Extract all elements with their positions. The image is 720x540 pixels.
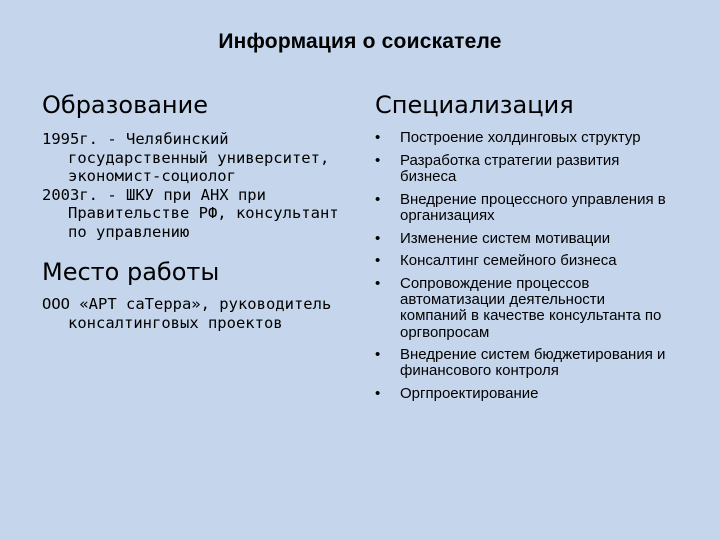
list-item (375, 231, 675, 247)
list-item-text: Сопровождение процессов автоматизации деятельности компаний в качестве консультанта по оргвопросам (400, 274, 662, 341)
list-item (375, 192, 675, 224)
workplace-heading: Место работы (42, 258, 220, 286)
bullet-icon: • (375, 129, 381, 146)
education-entry-2003: 2003г. - ШКУ при АНХ при Правительстве РФ, консультант по управлению (42, 185, 339, 241)
list-item-text: Консалтинг семейного бизнеса (400, 252, 617, 270)
bullet-icon: • (375, 229, 381, 247)
bullet-icon: • (375, 190, 381, 208)
education-heading: Образование (42, 91, 208, 119)
list-item-text: Построение холдинговых структур (400, 129, 641, 146)
list-item-text: Разработка стратегии развития бизнеса (400, 151, 620, 185)
bullet-icon: • (375, 274, 381, 292)
list-item (375, 347, 675, 379)
list-item (375, 130, 675, 146)
list-item (375, 153, 675, 185)
bullet-icon: • (375, 385, 381, 403)
education-entry-1995: 1995г. - Челябинский государственный университет, экономист-социолог (42, 130, 330, 185)
right-column (375, 90, 675, 409)
list-item-text: Внедрение процессного управления в организациях (400, 190, 666, 224)
list-item (375, 253, 675, 269)
specialization-heading: Специализация (375, 91, 574, 119)
list-item-text: Внедрение систем бюджетирования и финансового контроля (400, 346, 666, 380)
slide-title: Информация о соискателе (218, 30, 502, 53)
left-column (42, 90, 362, 332)
specialization-list (375, 130, 675, 402)
list-item-text: Изменение систем мотивации (400, 229, 611, 247)
workplace-entry: ООО «АРТ саТерра», руководитель консалтинговых проектов (42, 295, 332, 332)
list-item (375, 386, 675, 402)
bullet-icon: • (375, 252, 381, 270)
list-item-text: Оргпроектирование (400, 385, 539, 403)
bullet-icon: • (375, 346, 381, 364)
bullet-icon: • (375, 151, 381, 169)
list-item (375, 276, 675, 341)
